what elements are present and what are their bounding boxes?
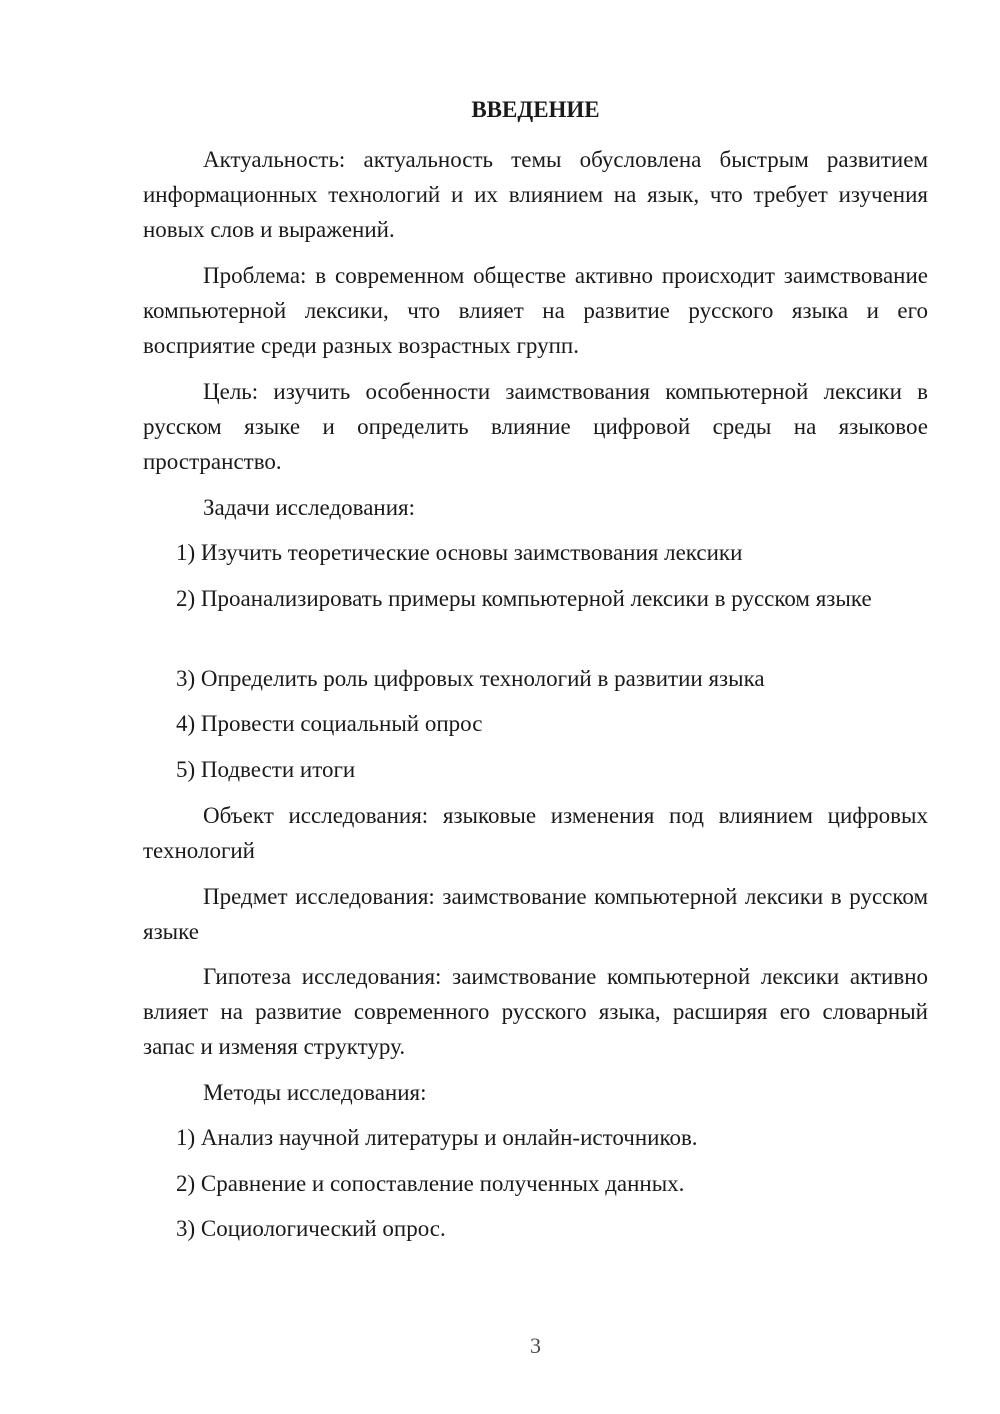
paragraph-relevance: Актуальность: актуальность темы обусловлена быстрым развитием информационных технологий и их влиянием на язык, что требует изучения новых слов и выражений.	[143, 147, 928, 242]
methods-title: Методы исследования:	[203, 1080, 427, 1105]
method-item: 2) Сравнение и сопоставление полученных данных.	[176, 1171, 685, 1196]
task-item: 5) Подвести итоги	[176, 757, 356, 782]
paragraph-subject: Предмет исследования: заимствование компьютерной лексики в русском языке	[143, 884, 928, 944]
task-item: 4) Провести социальный опрос	[176, 711, 483, 736]
paragraph-object: Объект исследования: языковые изменения под влиянием цифровых технологий	[143, 803, 928, 863]
task-item: 2) Проанализировать примеры компьютерной лексики в русском языке	[176, 586, 872, 611]
tasks-title: Задачи исследования:	[203, 495, 416, 520]
document-page	[143, 0, 928, 1414]
method-item: 3) Социологический опрос.	[176, 1216, 446, 1241]
paragraph-goal: Цель: изучить особенности заимствования компьютерной лексики в русском языке и определить влияние цифровой среды на языковое пространство.	[143, 379, 928, 474]
task-item: 3) Определить роль цифровых технологий в развитии языка	[176, 666, 765, 691]
page-number: 3	[530, 1333, 541, 1358]
method-item: 1) Анализ научной литературы и онлайн-источников.	[176, 1125, 698, 1150]
task-item: 1) Изучить теоретические основы заимствования лексики	[176, 540, 743, 565]
section-heading: ВВЕДЕНИЕ	[471, 97, 600, 122]
paragraph-hypothesis: Гипотеза исследования: заимствование компьютерной лексики активно влияет на развитие современного русского языка, расширяя его словарный запас и изменяя структуру.	[143, 964, 928, 1059]
paragraph-problem: Проблема: в современном обществе активно происходит заимствование компьютерной лексики, что влияет на развитие русского языка и его восприятие среди разных возрастных групп.	[143, 263, 928, 358]
